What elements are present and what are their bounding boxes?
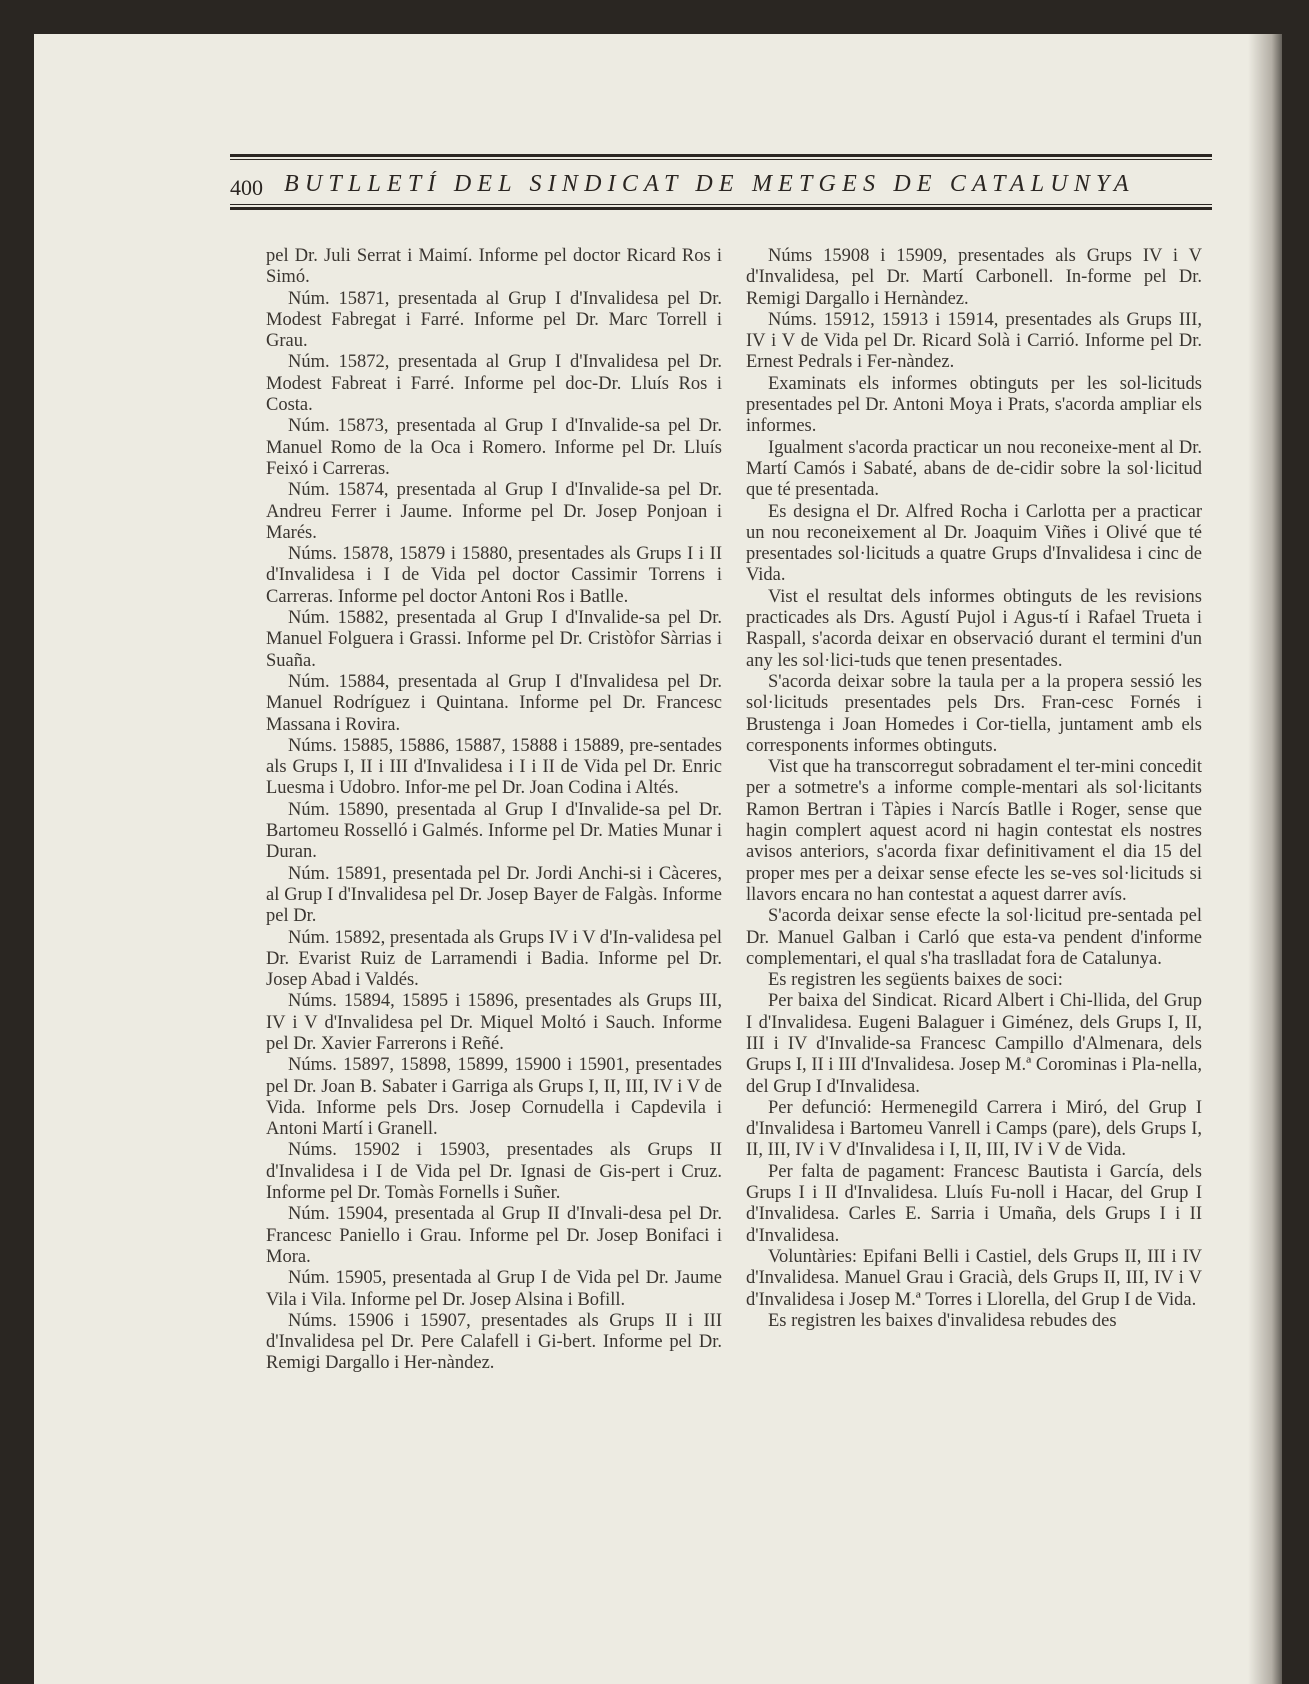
paragraph: Examinats els informes obtinguts per les sol-licituds presentades pel Dr. Antoni Moya i Prats, s'acorda ampliar els informes. — [746, 373, 1202, 437]
paragraph: Núm. 15873, presentada al Grup I d'Invalide-sa pel Dr. Manuel Romo de la Oca i Romero. Informe pel Dr. Lluís Feixó i Carreras. — [266, 416, 722, 479]
paragraph: pel Dr. Juli Serrat i Maimí. Informe pel doctor Ricard Ros i Simó. — [266, 246, 722, 288]
paragraph: Núms. 15897, 15898, 15899, 15900 i 15901, presentades pel Dr. Joan B. Sabater i Garriga als Grups I, II, III, IV i V de Vida. Informe pels Drs. Josep Cornudella i Capdevila i Antoni Martí i Granell. — [266, 1055, 722, 1140]
left-column — [266, 246, 722, 1375]
paragraph: Igualment s'acorda practicar un nou reconeixe-ment al Dr. Martí Camós i Sabaté, abans de de-cidir sobre la sol·licitud que té presentada. — [746, 437, 1202, 501]
paragraph: Núm. 15892, presentada als Grups IV i V d'In-validesa pel Dr. Evarist Ruiz de Larramendi i Badia. Informe pel Dr. Josep Abad i Valdés. — [266, 927, 722, 991]
right-column — [746, 246, 1202, 1332]
header-rule-top — [230, 154, 1212, 157]
paragraph: Núms 15908 i 15909, presentades als Grups IV i V d'Invalidesa, pel Dr. Martí Carbonell. In-forme pel Dr. Remigi Dargallo i Hernàndez. — [746, 246, 1202, 309]
paragraph: Núm. 15884, presentada al Grup I d'Invalidesa pel Dr. Manuel Rodríguez i Quintana. Informe pel Dr. Francesc Massana i Rovira. — [266, 671, 722, 735]
paragraph: Núm. 15904, presentada al Grup II d'Invali-desa pel Dr. Francesc Paniello i Grau. Informe pel Dr. Josep Bonifaci i Mora. — [266, 1204, 722, 1267]
paragraph: Núm. 15905, presentada al Grup I de Vida pel Dr. Jaume Vila i Vila. Informe pel Dr. Josep Alsina i Bofill. — [266, 1268, 722, 1310]
paragraph: Núms. 15902 i 15903, presentades als Grups II d'Invalidesa i I de Vida pel Dr. Ignasi de Gis-pert i Cruz. Informe pel Dr. Tomàs Fornells i Suñer. — [266, 1140, 722, 1204]
paragraph: Vist el resultat dels informes obtinguts de les revisions practicades als Drs. Agustí Pujol i Agus-tí i Rafael Trueta i Raspall, s'acorda deixar en observació durant el termini d'un any les sol·lici-tuds que tenen presentades. — [746, 586, 1202, 671]
paragraph: Per defunció: Hermenegild Carrera i Miró, del Grup I d'Invalidesa i Bartomeu Vanrell i Camps (pare), dels Grups I, II, III, IV i V d'Invalidesa i I, II, III, IV i V de Vida. — [746, 1097, 1202, 1161]
scanned-page — [34, 34, 1282, 1684]
paragraph: Vist que ha transcorregut sobradament el ter-mini concedit per a sotmetre's a informe comple-mentari als sol·licitants Ramon Bertran i Tàpies i Narcís Batlle i Roger, sense que hagin complert aquest acord ni hagin contestat els nostres avisos anteriors, s'acorda fixar definitivament el dia 15 del proper mes per a deixar sense efecte les se-ves sol·licituds si llavors encara no han contestat a aquest darrer avís. — [746, 757, 1202, 905]
paragraph: Es registren les baixes d'invalidesa rebudes des — [768, 1310, 1117, 1331]
paragraph: Núm. 15882, presentada al Grup I d'Invalide-sa pel Dr. Manuel Folguera i Grassi. Informe pel Dr. Cristòfor Sàrrias i Suaña. — [266, 608, 722, 671]
paragraph: S'acorda deixar sobre la taula per a la propera sessió les sol·licituds presentades pels Drs. Fran-cesc Fornés i Brustenga i Joan Homedes i Cor-tiella, juntament amb els corresponents informes obtinguts. — [746, 671, 1202, 756]
paragraph: Núm. 15872, presentada al Grup I d'Invalidesa pel Dr. Modest Fabreat i Farré. Informe pel doc-Dr. Lluís Ros i Costa. — [266, 352, 722, 416]
paragraph: Núms. 15878, 15879 i 15880, presentades als Grups I i II d'Invalidesa i I de Vida pel doctor Cassimir Torrens i Carreras. Informe pel doctor Antoni Ros i Batlle. — [266, 544, 722, 607]
page-header — [230, 124, 1212, 220]
paragraph: Núms. 15912, 15913 i 15914, presentades als Grups III, IV i V de Vida pel Dr. Ricard Solà i Carrió. Informe pel Dr. Ernest Pedrals i Fer-nàndez. — [746, 309, 1202, 373]
paragraph: Núms. 15906 i 15907, presentades als Grups II i III d'Invalidesa pel Dr. Pere Calafell i Gi-bert. Informe pel Dr. Remigi Dargallo i Her-nàndez. — [266, 1310, 722, 1374]
paragraph: Núms. 15885, 15886, 15887, 15888 i 15889, pre-sentades als Grups I, II i III d'Invalidesa i I i II de Vida pel Dr. Enric Luesma i Udobro. Infor-me pel Dr. Joan Codina i Altés. — [266, 735, 722, 799]
running-title: BUTLLETÍ DEL SINDICAT DE METGES DE CATALUNYA — [284, 171, 1135, 197]
paragraph: Es registren les següents baixes de soci: — [768, 970, 1063, 991]
paragraph: Per baixa del Sindicat. Ricard Albert i Chi-llida, del Grup I d'Invalidesa. Eugeni Balaguer i Giménez, dels Grups I, II, III i IV d'Invalide-sa Francesc Campillo d'Almenara, dels Grups I, II i III d'Invalidesa. Josep M.ª Corominas i Pla-nella, del Grup I d'Invalidesa. — [746, 991, 1202, 1097]
header-rule-top-thin — [230, 159, 1212, 160]
header-rule-bottom-thin — [230, 204, 1212, 205]
paragraph: Núm. 15871, presentada al Grup I d'Invalidesa pel Dr. Modest Fabregat i Farré. Informe pel Dr. Marc Torrell i Grau. — [266, 288, 722, 352]
header-rule-bottom — [230, 207, 1212, 210]
page-number: 400 — [230, 175, 263, 200]
paragraph: Núms. 15894, 15895 i 15896, presentades als Grups III, IV i V d'Invalidesa pel Dr. Miquel Moltó i Sauch. Informe pel Dr. Xavier Farrerons i Reñé. — [266, 991, 722, 1054]
paragraph: S'acorda deixar sense efecte la sol·licitud pre-sentada pel Dr. Manuel Galban i Carló que esta-va pendent d'informe complementari, el qual s'ha traslladat fora de Catalunya. — [746, 906, 1202, 969]
paragraph: Voluntàries: Epifani Belli i Castiel, dels Grups II, III i IV d'Invalidesa. Manuel Grau i Gracià, dels Grups II, III, IV i V d'Invalidesa i Josep M.ª Torres i Llorella, del Grup I de Vida. — [746, 1246, 1202, 1310]
paragraph: Núm. 15874, presentada al Grup I d'Invalide-sa pel Dr. Andreu Ferrer i Jaume. Informe pel Dr. Josep Ponjoan i Marés. — [266, 480, 722, 543]
paragraph: Per falta de pagament: Francesc Bautista i García, dels Grups I i II d'Invalidesa. Lluís Fu-noll i Hacar, del Grup I d'Invalidesa. Carles E. Sarria i Umaña, dels Grups I i II d'Invalidesa. — [746, 1161, 1202, 1246]
paragraph: Núm. 15890, presentada al Grup I d'Invalide-sa pel Dr. Bartomeu Rosselló i Galmés. Informe pel Dr. Maties Munar i Duran. — [266, 799, 722, 863]
paragraph: Es designa el Dr. Alfred Rocha i Carlotta per a practicar un nou reconeixement al Dr. Joaquim Viñes i Olivé que té presentades sol·licituds a quatre Grups d'Invalidesa i cinc de Vida. — [746, 501, 1202, 586]
paragraph: Núm. 15891, presentada pel Dr. Jordi Anchi-si i Càceres, al Grup I d'Invalidesa pel Dr. Josep Bayer de Falgàs. Informe pel Dr. — [266, 863, 722, 927]
